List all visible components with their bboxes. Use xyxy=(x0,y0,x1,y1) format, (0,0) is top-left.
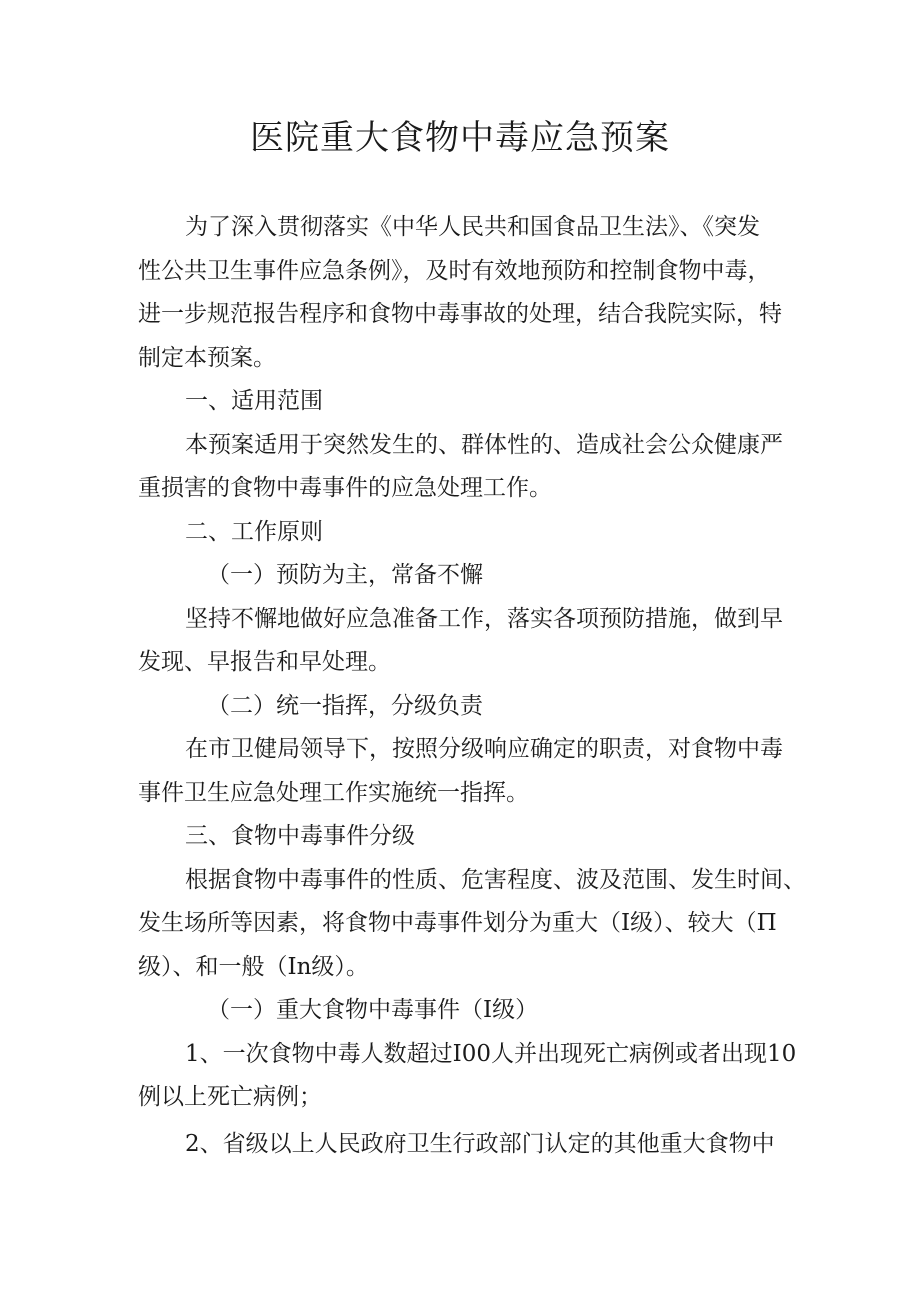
paragraph-line: 在市卫健局领导下，按照分级响应确定的职责，对食物中毒 xyxy=(185,736,783,762)
document-body xyxy=(138,206,806,1166)
paragraph-line: 2、省级以上人民政府卫生行政部门认定的其他重大食物中 xyxy=(185,1130,775,1157)
subheading: （二）统一指挥，分级负责 xyxy=(207,692,483,719)
paragraph-criterion-1 xyxy=(138,1033,797,1120)
paragraph-line: 级）、和一般（In级）。 xyxy=(138,953,369,980)
paragraph-scope xyxy=(138,424,788,511)
paragraph-line: 本预案适用于突然发生的、群体性的、造成社会公众健康严 xyxy=(185,431,783,458)
paragraph-line: 制定本预案。 xyxy=(138,344,276,371)
paragraph-line: 性公共卫生事件应急条例》，及时有效地预防和控制食物中毒， xyxy=(138,257,771,284)
paragraph-command xyxy=(138,728,788,815)
section-heading-scope xyxy=(138,380,788,424)
section-heading: 一、适用范围 xyxy=(185,388,323,414)
section-heading: 三、食物中毒事件分级 xyxy=(185,823,415,849)
paragraph-line: 根据食物中毒事件的性质、危害程度、波及范围、发生时间、 xyxy=(185,866,806,893)
paragraph-line: 为了深入贯彻落实《中华人民共和国食品卫生法》、《突发 xyxy=(185,214,760,240)
subheading: （一）预防为主，常备不懈 xyxy=(207,562,483,588)
paragraph-line: 例以上死亡病例； xyxy=(138,1084,322,1110)
subheading: （一）重大食物中毒事件（I级） xyxy=(207,997,539,1023)
subheading-prevention xyxy=(138,554,788,598)
section-heading: 二、工作原则 xyxy=(185,518,323,545)
section-heading-principles xyxy=(138,511,788,555)
subheading-major-incident xyxy=(138,989,788,1033)
paragraph-grading xyxy=(138,859,806,990)
paragraph-line: 进一步规范报告程序和食物中毒事故的处理，结合我院实际，特 xyxy=(138,301,782,327)
paragraph-line: 事件卫生应急处理工作实施统一指挥。 xyxy=(138,779,529,806)
paragraph-criterion-2 xyxy=(138,1123,788,1167)
paragraph-line: 发现、早报告和早处理。 xyxy=(138,649,391,675)
section-heading-grading xyxy=(138,815,788,859)
paragraph-line: 发生场所等因素，将食物中毒事件划分为重大（I级）、较大（П xyxy=(138,910,777,936)
paragraph-line: 坚持不懈地做好应急准备工作，落实各项预防措施，做到早 xyxy=(185,605,783,632)
subheading-command xyxy=(138,685,788,729)
paragraph-intro xyxy=(138,206,788,380)
paragraph-line: 重损害的食物中毒事件的应急处理工作。 xyxy=(138,475,552,501)
paragraph-line: 1、一次食物中毒人数超过I00人并出现死亡病例或者出现10 xyxy=(185,1040,797,1067)
document-title: 医院重大食物中毒应急预案 xyxy=(250,118,670,158)
paragraph-prevention xyxy=(138,598,788,685)
